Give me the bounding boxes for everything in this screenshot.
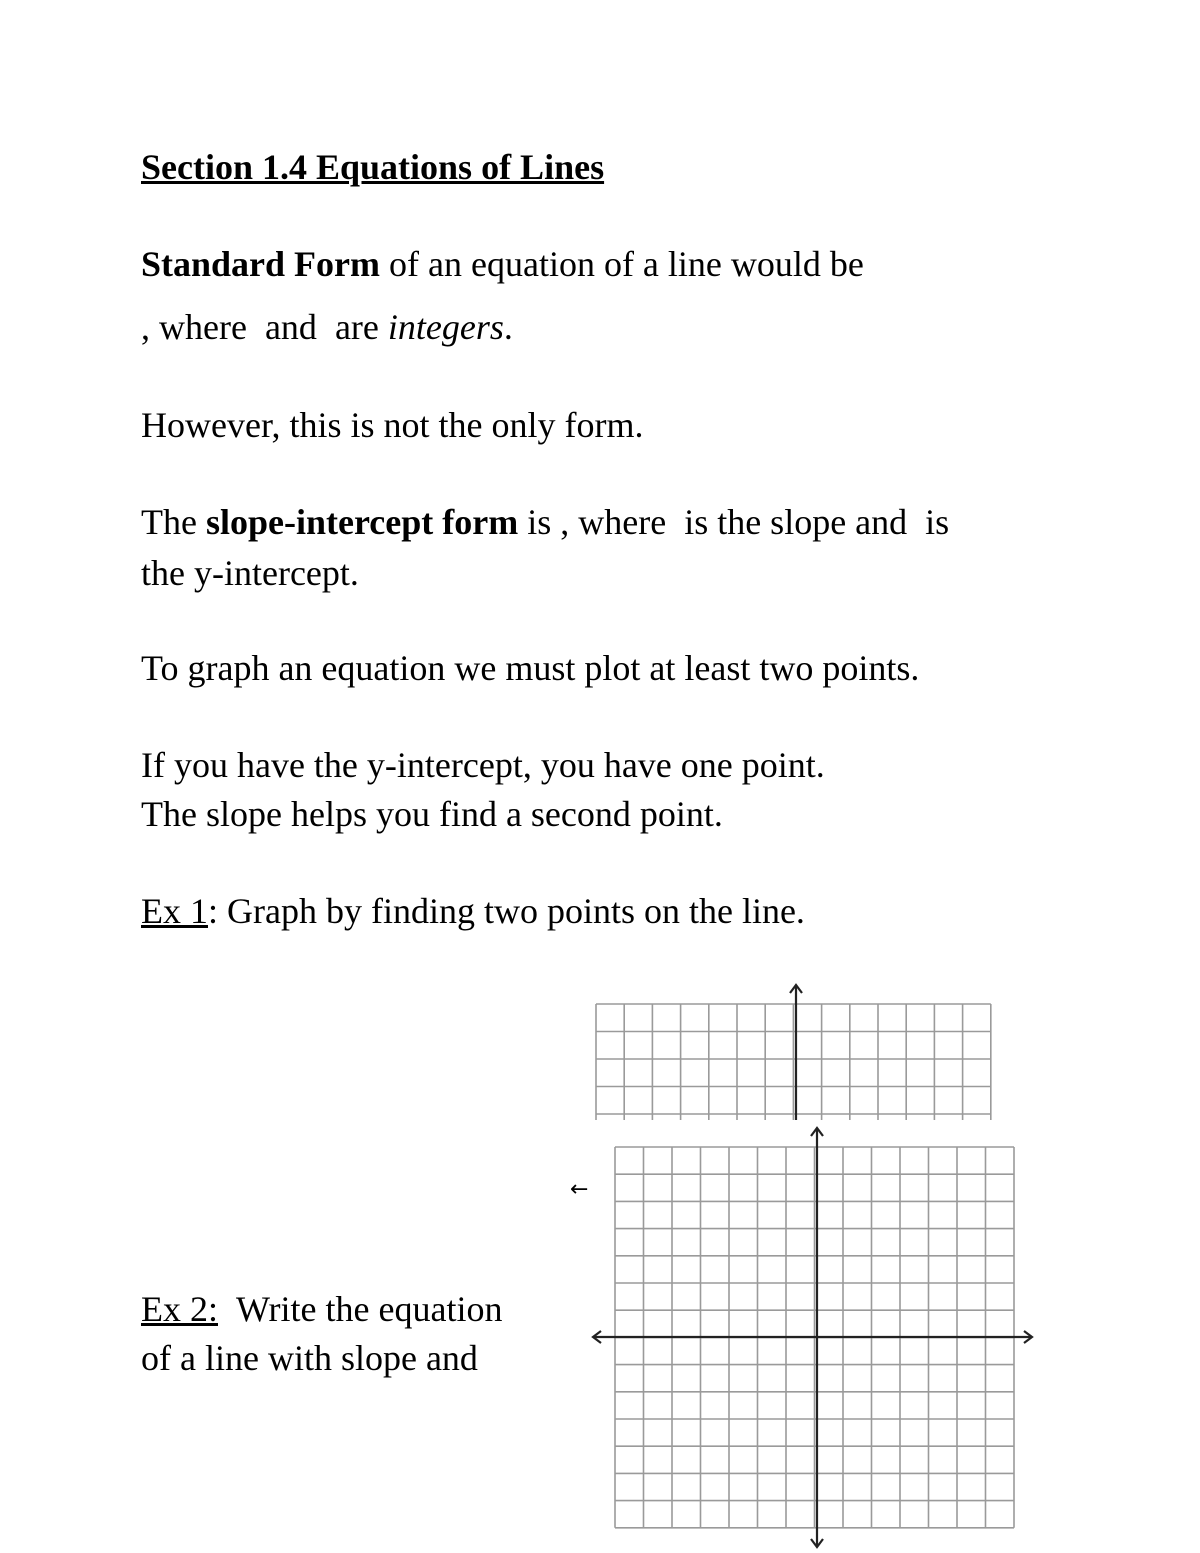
slope-intercept-mid2: is the slope and xyxy=(684,502,908,542)
page-title: Section 1.4 Equations of Lines xyxy=(141,147,605,187)
ex2-line-2: of a line with slope and xyxy=(141,1338,478,1378)
slope-intercept-mid: is , where xyxy=(527,502,667,542)
partial-grid-lines xyxy=(596,1004,991,1120)
standard-form-where: , where xyxy=(141,307,247,347)
slope-helps-text: The slope helps you find a second point. xyxy=(141,794,723,834)
ex2-text: Write the equation xyxy=(236,1289,503,1329)
ex2-label: Ex 2: xyxy=(141,1289,218,1329)
standard-form-period: . xyxy=(503,307,513,347)
integers-text: integers xyxy=(387,307,504,347)
standard-form-and: and xyxy=(264,307,317,347)
if-you-have-text: If you have the y-intercept, you have one point. xyxy=(141,745,825,785)
ex1-label: Ex 1 xyxy=(141,891,208,931)
standard-form-are: are xyxy=(334,307,379,347)
to-graph-text: To graph an equation we must plot at least two points. xyxy=(141,648,920,688)
stray-left-arrow-icon: ← xyxy=(570,1177,589,1202)
standard-form-rest: of an equation of a line would be xyxy=(389,244,864,284)
slope-intercept-end: is xyxy=(925,502,950,542)
slope-intercept-line xyxy=(141,504,949,540)
standard-form-term: Standard Form xyxy=(141,244,381,284)
partial-coordinate-grid xyxy=(588,980,1008,1125)
slope-intercept-pre: The xyxy=(141,502,197,542)
ex1-text: : Graph by finding two points on the line. xyxy=(208,891,805,931)
slope-intercept-term: slope-intercept form xyxy=(205,502,519,542)
standard-form-line xyxy=(141,246,864,282)
ex2-line xyxy=(141,1291,502,1327)
standard-form-line-2 xyxy=(141,309,513,345)
however-text: However, this is not the only form. xyxy=(141,405,644,445)
coordinate-grid xyxy=(585,1122,1040,1553)
ex1-line xyxy=(141,893,805,929)
slope-intercept-line-2: the y-intercept. xyxy=(141,553,359,593)
